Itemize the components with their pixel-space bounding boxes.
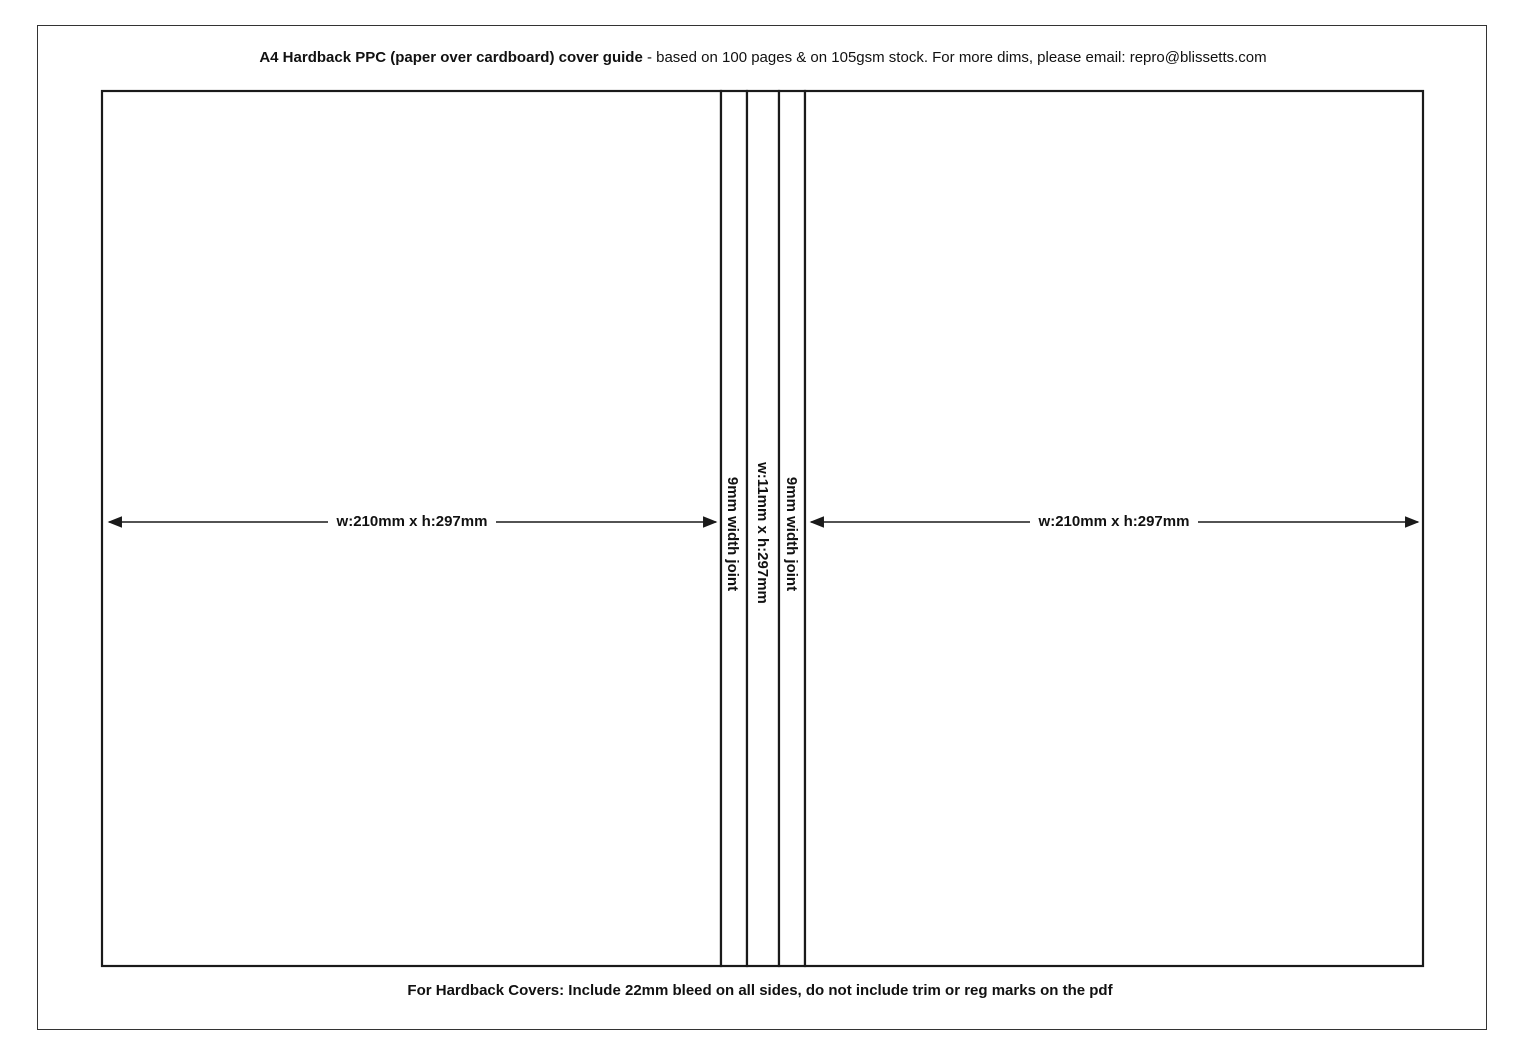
right-joint-label: 9mm width joint <box>783 476 800 592</box>
left-joint-label: 9mm width joint <box>724 476 741 592</box>
guide-title-details: - based on 100 pages & on 105gsm stock. For more dims, please email: repro@blissetts.com <box>642 49 1267 66</box>
bleed-instructions: For Hardback Covers: Include 22mm bleed on all sides, do not include trim or reg marks on the pdf <box>407 982 1113 999</box>
spine-label: w:11mm x h:297mm <box>754 462 771 604</box>
guide-title-bold: A4 Hardback PPC (paper over cardboard) cover guide <box>259 49 643 66</box>
back-cover-dimension-label: w:210mm x h:297mm <box>336 513 488 530</box>
front-cover-dimension-label: w:210mm x h:297mm <box>1038 513 1190 530</box>
